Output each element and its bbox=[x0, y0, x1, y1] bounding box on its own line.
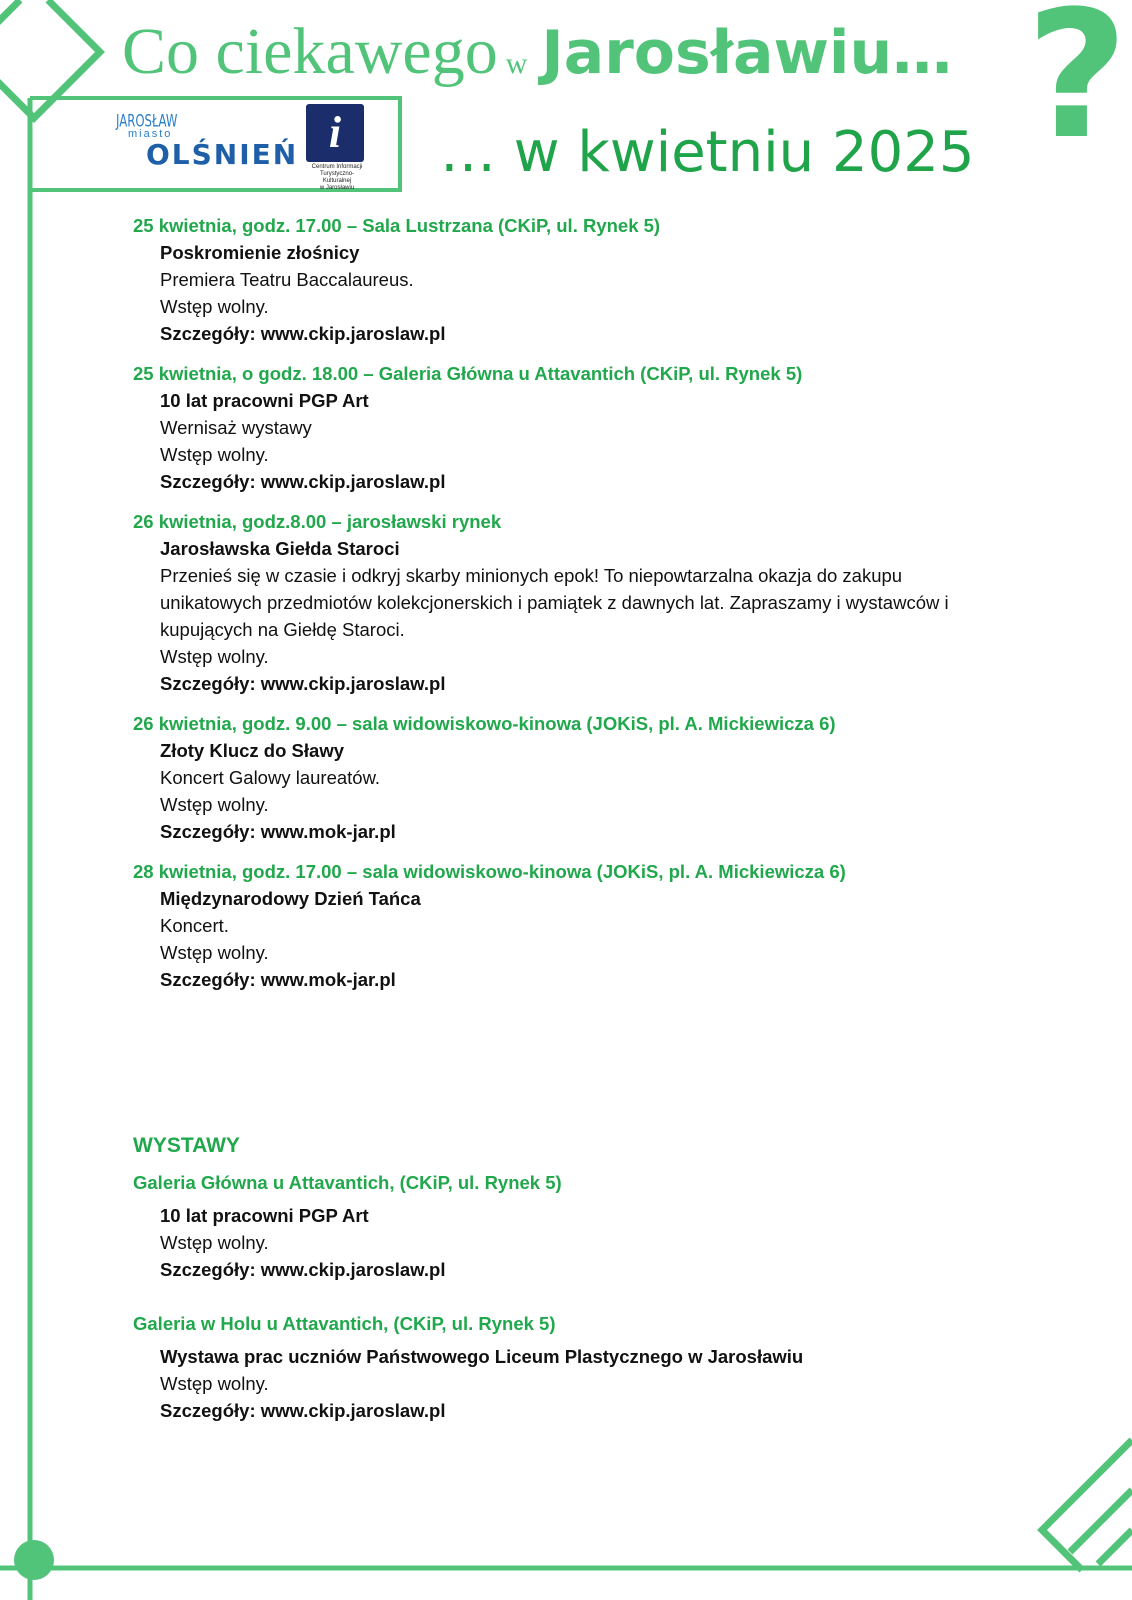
event-date-place: 25 kwietnia, godz. 17.00 – Sala Lustrzana (CKiP, ul. Rynek 5) bbox=[133, 215, 661, 236]
event-details-link[interactable]: Szczegóły: www.mok-jar.pl bbox=[160, 969, 396, 990]
event-date-place: 26 kwietnia, godz. 9.00 – sala widowiskowo-kinowa (JOKiS, pl. A. Mickiewicza 6) bbox=[133, 713, 836, 734]
exhibition-item bbox=[133, 1169, 1033, 1283]
exhibition-item bbox=[133, 1310, 1033, 1424]
event-title: Jarosławska Giełda Staroci bbox=[160, 538, 400, 559]
event-details-link[interactable]: Szczegóły: www.mok-jar.pl bbox=[160, 821, 396, 842]
exhibition-title: 10 lat pracowni PGP Art bbox=[160, 1205, 369, 1226]
jaroslaw-city-logo bbox=[112, 108, 299, 180]
event-date-place: 26 kwietnia, godz.8.00 – jarosławski rynek bbox=[133, 511, 502, 532]
tourist-info-logo bbox=[306, 104, 368, 191]
event-details-link[interactable]: Szczegóły: www.ckip.jaroslaw.pl bbox=[160, 323, 446, 344]
event-item bbox=[133, 508, 1033, 697]
exhibition-details-link[interactable]: Szczegóły: www.ckip.jaroslaw.pl bbox=[160, 1400, 446, 1421]
event-description: Przenieś się w czasie i odkryj skarby minionych epok! To niepowtarzalna okazja do zakupu unikatowych przedmiotów kolekcjonerskich i pamiątek z dawnych lat. Zapraszamy i wystawców i kupujących na Giełdę Staroci. bbox=[160, 565, 949, 640]
exhibition-entry: Wstęp wolny. bbox=[160, 1232, 269, 1253]
event-date-place: 25 kwietnia, o godz. 18.00 – Galeria Główna u Attavantich (CKiP, ul. Rynek 5) bbox=[133, 363, 803, 384]
event-details-link[interactable]: Szczegóły: www.ckip.jaroslaw.pl bbox=[160, 673, 446, 694]
question-mark-icon: ? bbox=[1026, 0, 1129, 178]
exhibitions-heading: WYSTAWY bbox=[133, 1134, 240, 1157]
exhibition-details-link[interactable]: Szczegóły: www.ckip.jaroslaw.pl bbox=[160, 1259, 446, 1280]
event-description: Koncert Galowy laureatów. bbox=[160, 767, 381, 788]
event-entry: Wstęp wolny. bbox=[160, 444, 269, 465]
page-header-title bbox=[122, 14, 952, 90]
event-entry: Wstęp wolny. bbox=[160, 646, 269, 667]
event-item bbox=[133, 212, 1033, 347]
exhibition-place: Galeria w Holu u Attavantich, (CKiP, ul. Rynek 5) bbox=[133, 1313, 556, 1334]
event-description: Wernisaż wystawy bbox=[160, 417, 312, 438]
header-title-mid: w bbox=[505, 47, 528, 80]
event-date-place: 28 kwietnia, godz. 17.00 – sala widowiskowo-kinowa (JOKiS, pl. A. Mickiewicza 6) bbox=[133, 861, 846, 882]
info-icon: i bbox=[306, 104, 364, 162]
logo-olsnien: OLŚNIEŃ bbox=[146, 138, 299, 171]
logo-city-sub: miasto bbox=[128, 128, 173, 140]
event-item bbox=[133, 360, 1033, 495]
event-description: Koncert. bbox=[160, 915, 229, 936]
event-entry: Wstęp wolny. bbox=[160, 794, 269, 815]
event-details-link[interactable]: Szczegóły: www.ckip.jaroslaw.pl bbox=[160, 471, 446, 492]
exhibition-place: Galeria Główna u Attavantich, (CKiP, ul. Rynek 5) bbox=[133, 1172, 562, 1193]
event-entry: Wstęp wolny. bbox=[160, 296, 269, 317]
event-item bbox=[133, 710, 1033, 845]
header-title-bold: Jarosławiu… bbox=[541, 18, 953, 88]
event-title: 10 lat pracowni PGP Art bbox=[160, 390, 369, 411]
events-list bbox=[133, 212, 1033, 1424]
event-title: Złoty Klucz do Sławy bbox=[160, 740, 344, 761]
exhibition-entry: Wstęp wolny. bbox=[160, 1373, 269, 1394]
info-caption: Centrum Informacji Turystyczno-Kulturalnej w Jarosławiu bbox=[311, 164, 363, 191]
header-title-main: Co ciekawego bbox=[122, 15, 498, 88]
event-title: Międzynarodowy Dzień Tańca bbox=[160, 888, 421, 909]
exhibition-title: Wystawa prac uczniów Państwowego Liceum Plastycznego w Jarosławiu bbox=[160, 1346, 804, 1367]
page-subtitle: … w kwietniu 2025 bbox=[440, 120, 975, 185]
event-description: Premiera Teatru Baccalaureus. bbox=[160, 269, 414, 290]
event-title: Poskromienie złośnicy bbox=[160, 242, 360, 263]
logo-city-name: JAROSŁAW bbox=[116, 112, 178, 132]
event-entry: Wstęp wolny. bbox=[160, 942, 269, 963]
event-item bbox=[133, 858, 1033, 993]
